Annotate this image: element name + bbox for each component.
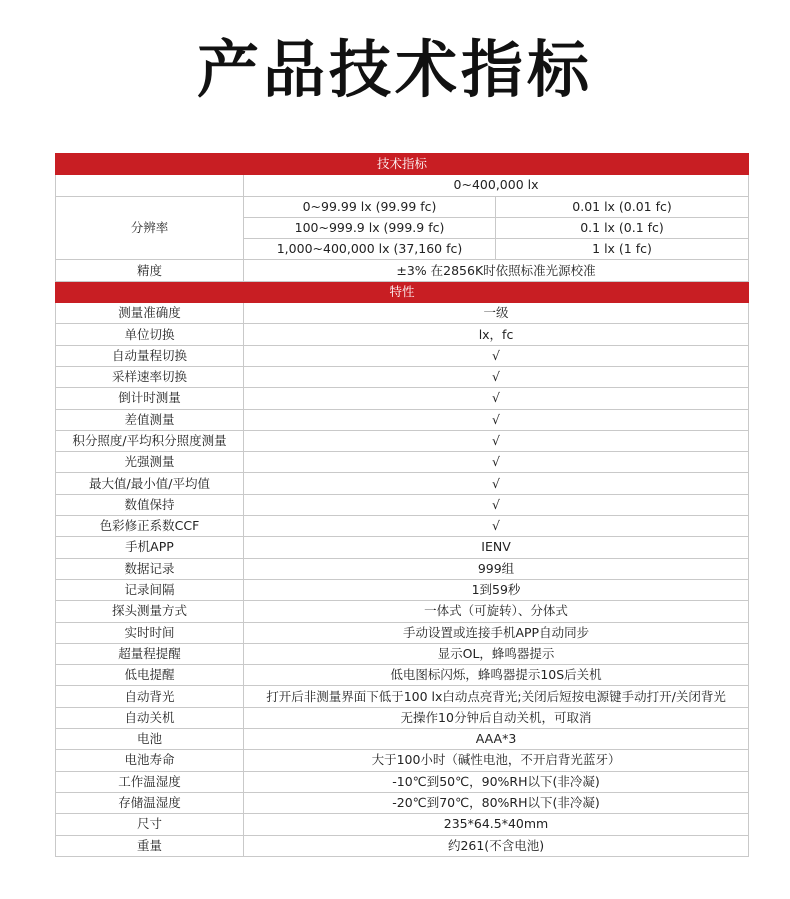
feature-label: 最大值/最小值/平均值: [56, 473, 244, 494]
feature-value: IENV: [244, 537, 749, 558]
feature-value: 1到59秒: [244, 579, 749, 600]
table-row: [56, 516, 749, 537]
table-row: [56, 473, 749, 494]
feature-label: 数值保持: [56, 494, 244, 515]
resolution-step: 1 lx (1 fc): [496, 239, 749, 260]
table-row: [56, 366, 749, 387]
feature-value: 手动设置或连接手机APP自动同步: [244, 622, 749, 643]
table-row: [56, 665, 749, 686]
resolution-step: 0.01 lx (0.01 fc): [496, 196, 749, 217]
table-row: [56, 643, 749, 664]
range-label: [56, 175, 244, 196]
feature-value: √: [244, 388, 749, 409]
feature-label: 记录间隔: [56, 579, 244, 600]
resolution-range: 100~999.9 lx (999.9 fc): [244, 217, 496, 238]
table-row: [56, 388, 749, 409]
table-row: [56, 324, 749, 345]
feature-value: √: [244, 494, 749, 515]
table-row: [56, 409, 749, 430]
feature-label: 低电提醒: [56, 665, 244, 686]
feature-value: 约261(不含电池): [244, 835, 749, 856]
feature-value: 无操作10分钟后自动关机，可取消: [244, 707, 749, 728]
feature-label: 色彩修正系数CCF: [56, 516, 244, 537]
accuracy-label: 精度: [56, 260, 244, 281]
resolution-range: 1,000~400,000 lx (37,160 fc): [244, 239, 496, 260]
table-row: [56, 537, 749, 558]
feature-label: 自动背光: [56, 686, 244, 707]
feature-label: 存储温湿度: [56, 792, 244, 813]
feature-label: 电池: [56, 729, 244, 750]
table-row: [56, 196, 749, 217]
range-value: 0~400,000 lx: [244, 175, 749, 196]
table-row: [56, 558, 749, 579]
table-row: [56, 622, 749, 643]
feature-label: 单位切换: [56, 324, 244, 345]
table-row: [56, 750, 749, 771]
feature-label: 重量: [56, 835, 244, 856]
table-row: [56, 835, 749, 856]
feature-value: 大于100小时（碱性电池，不开启背光蓝牙）: [244, 750, 749, 771]
table-row: [56, 792, 749, 813]
feature-value: 显示OL，蜂鸣器提示: [244, 643, 749, 664]
feature-value: √: [244, 409, 749, 430]
feature-value: √: [244, 430, 749, 451]
feature-label: 差值测量: [56, 409, 244, 430]
section-header-spec: [56, 154, 749, 175]
feature-value: lx，fc: [244, 324, 749, 345]
table-row: [56, 345, 749, 366]
table-row: [56, 260, 749, 281]
feature-label: 倒计时测量: [56, 388, 244, 409]
feature-value: 235*64.5*40mm: [244, 814, 749, 835]
feature-value: 一体式（可旋转）、分体式: [244, 601, 749, 622]
feature-label: 自动量程切换: [56, 345, 244, 366]
feature-label: 手机APP: [56, 537, 244, 558]
table-row: [56, 707, 749, 728]
feature-label: 光强测量: [56, 452, 244, 473]
section-header-features: [56, 281, 749, 302]
feature-value: 打开后非测量界面下低于100 lx白动点亮背光;关闭后短按电源键手动打开/关闭背光: [244, 686, 749, 707]
table-row: [56, 814, 749, 835]
feature-label: 尺寸: [56, 814, 244, 835]
feature-value: √: [244, 516, 749, 537]
table-row: [56, 729, 749, 750]
page-title: 产品技术指标: [196, 33, 593, 106]
feature-label: 电池寿命: [56, 750, 244, 771]
feature-label: 测量准确度: [56, 303, 244, 324]
feature-value: 一级: [244, 303, 749, 324]
accuracy-value: ±3% 在2856K时依照标准光源校准: [244, 260, 749, 281]
spec-table: [55, 153, 749, 857]
table-row: [56, 430, 749, 451]
section-title: 特性: [56, 281, 749, 302]
feature-label: 工作温湿度: [56, 771, 244, 792]
feature-label: 采样速率切换: [56, 366, 244, 387]
table-row: [56, 579, 749, 600]
feature-value: √: [244, 473, 749, 494]
feature-label: 实时时间: [56, 622, 244, 643]
table-row: [56, 771, 749, 792]
table-row: [56, 686, 749, 707]
resolution-range: 0~99.99 lx (99.99 fc): [244, 196, 496, 217]
resolution-step: 0.1 lx (0.1 fc): [496, 217, 749, 238]
table-row: [56, 494, 749, 515]
feature-value: √: [244, 452, 749, 473]
feature-value: -10℃到50℃，90%RH以下(非冷凝): [244, 771, 749, 792]
feature-value: √: [244, 345, 749, 366]
feature-value: AAA*3: [244, 729, 749, 750]
feature-label: 自动关机: [56, 707, 244, 728]
feature-label: 数据记录: [56, 558, 244, 579]
feature-value: 999组: [244, 558, 749, 579]
feature-value: -20℃到70℃，80%RH以下(非冷凝): [244, 792, 749, 813]
section-title: 技术指标: [56, 154, 749, 175]
feature-label: 探头测量方式: [56, 601, 244, 622]
table-row: [56, 601, 749, 622]
feature-label: 积分照度/平均积分照度测量: [56, 430, 244, 451]
resolution-label: 分辨率: [56, 196, 244, 260]
feature-label: 超量程提醒: [56, 643, 244, 664]
feature-value: √: [244, 366, 749, 387]
table-row: [56, 303, 749, 324]
table-row: [56, 452, 749, 473]
feature-value: 低电图标闪烁，蜂鸣器提示10S后关机: [244, 665, 749, 686]
table-row: [56, 175, 749, 196]
